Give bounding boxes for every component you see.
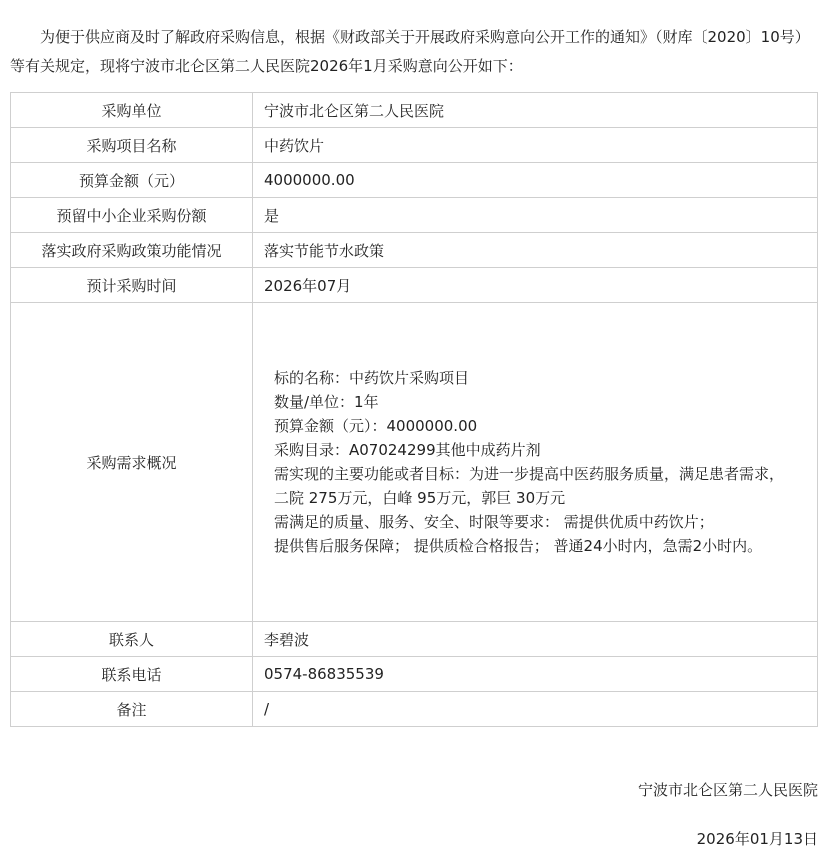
row-value-requirements <box>253 303 818 622</box>
row-label-budget: 预算金额（元） <box>11 163 253 198</box>
table-row <box>11 163 818 198</box>
table-row <box>11 198 818 233</box>
table-row <box>11 93 818 128</box>
row-label-expected-time: 预计采购时间 <box>11 268 253 303</box>
row-label-project-name: 采购项目名称 <box>11 128 253 163</box>
row-label-contact: 联系人 <box>11 622 253 657</box>
requirements-line: 预算金额（元）：4000000.00 <box>274 417 478 435</box>
issue-date: 2026年01月13日 <box>696 830 818 848</box>
row-value-budget: 4000000.00 <box>253 163 818 198</box>
row-value-project-name: 中药饮片 <box>253 128 818 163</box>
requirements-detail <box>264 366 817 558</box>
row-value-policy: 落实节能节水政策 <box>253 233 818 268</box>
row-value-purchaser: 宁波市北仑区第二人民医院 <box>253 93 818 128</box>
row-label-policy: 落实政府采购政策功能情况 <box>11 233 253 268</box>
row-label-purchaser: 采购单位 <box>11 93 253 128</box>
row-label-remarks: 备注 <box>11 692 253 727</box>
table-row <box>11 622 818 657</box>
table-row <box>11 128 818 163</box>
requirements-line: 需实现的主要功能或者目标：为进一步提高中医药服务质量，满足患者需求，二院 275万元，白峰 95万元，郭巨 30万元 <box>274 465 785 507</box>
row-value-contact: 李碧波 <box>253 622 818 657</box>
signer-name: 宁波市北仑区第二人民医院 <box>637 781 818 799</box>
table-row <box>11 303 818 622</box>
requirements-line: 数量/单位：1年 <box>274 393 379 411</box>
requirements-line: 采购目录：A07024299其他中成药片剂 <box>274 441 541 459</box>
row-value-remarks: / <box>253 692 818 727</box>
row-label-requirements: 采购需求概况 <box>11 303 253 622</box>
table-row <box>11 657 818 692</box>
table-row <box>11 268 818 303</box>
table-row <box>11 692 818 727</box>
intro-paragraph: 为便于供应商及时了解政府采购信息，根据《财政部关于开展政府采购意向公开工作的通知》（财库〔2020〕10号）等有关规定，现将宁波市北仑区第二人民医院2026年1月采购意向公开如下： <box>10 28 810 75</box>
procurement-table <box>10 92 818 727</box>
row-value-expected-time: 2026年07月 <box>253 268 818 303</box>
requirements-line: 标的名称：中药饮片采购项目 <box>274 369 470 387</box>
row-value-sme-share: 是 <box>253 198 818 233</box>
row-label-phone: 联系电话 <box>11 657 253 692</box>
table-row <box>11 233 818 268</box>
row-value-phone: 0574-86835539 <box>253 657 818 692</box>
row-label-sme-share: 预留中小企业采购份额 <box>11 198 253 233</box>
requirements-line: 提供售后服务保障； 提供质检合格报告； 普通24小时内，急需2小时内。 <box>274 537 763 555</box>
requirements-line: 需满足的质量、服务、安全、时限等要求： 需提供优质中药饮片； <box>274 513 714 531</box>
